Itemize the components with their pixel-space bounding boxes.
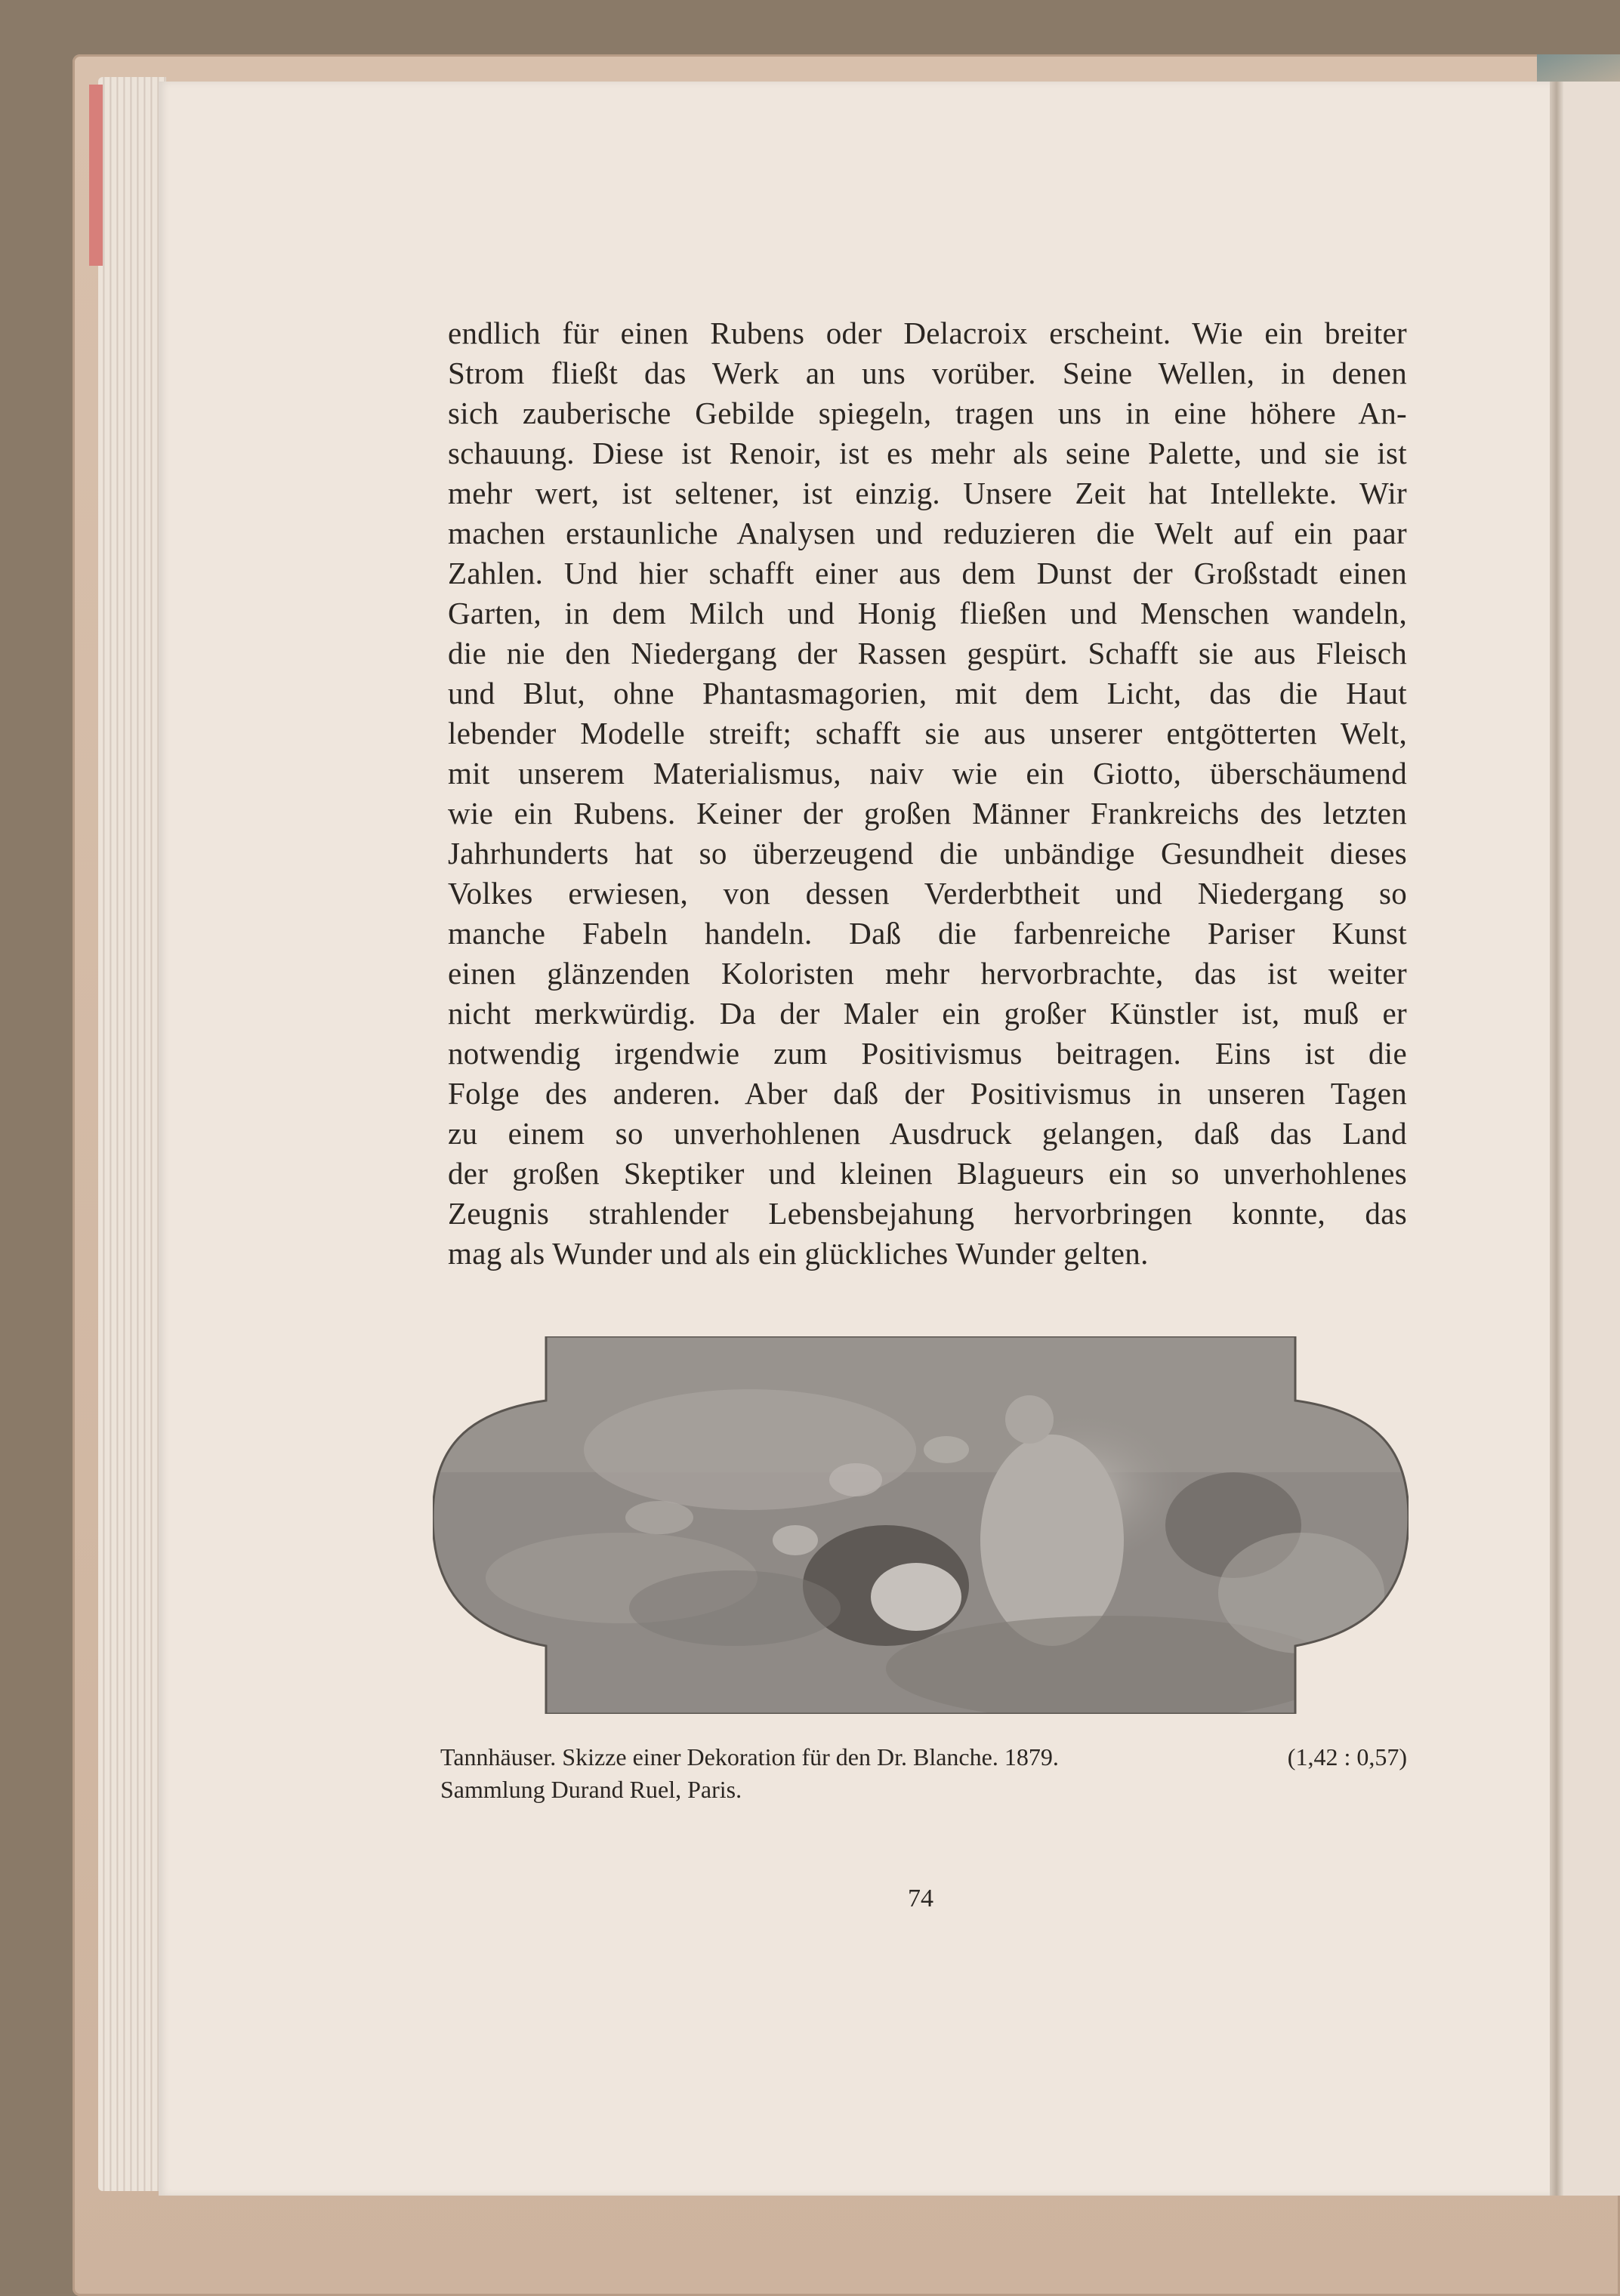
text-line: der großen Skeptiker und kleinen Blagueurs ein so unverhohlenes: [448, 1156, 1407, 1191]
page-number: 74: [908, 1885, 933, 1912]
caption-title: Tannhäuser. Skizze einer Dekoration für den Dr. Blanche. 1879.: [440, 1743, 1059, 1771]
text-line: Garten, in dem Milch und Honig fließen und Menschen wandeln,: [448, 596, 1407, 630]
text-line: machen erstaunliche Analysen und reduzieren die Welt auf ein paar: [448, 516, 1407, 550]
text-line: einen glänzenden Koloristen mehr hervorbrachte, das ist weiter: [448, 956, 1407, 991]
text-line: Jahrhunderts hat so überzeugend die unbändige Gesundheit dieses: [448, 836, 1407, 871]
text-line: Zeugnis strahlender Lebensbejahung hervorbringen konnte, das: [448, 1196, 1407, 1231]
text-line: lebender Modelle streift; schafft sie aus unserer entgötterten Welt,: [448, 716, 1407, 750]
text-line: manche Fabeln handeln. Daß die farbenreiche Pariser Kunst: [448, 916, 1407, 951]
text-line: Zahlen. Und hier schafft einer aus dem Dunst der Großstadt einen: [448, 556, 1407, 590]
text-line: wie ein Rubens. Keiner der großen Männer Frankreichs des letzten: [448, 796, 1407, 831]
red-ribbon-edge: [89, 85, 103, 266]
page-gutter: [1550, 82, 1563, 2196]
text-line: mag als Wunder und als ein glückliches Wunder gelten.: [448, 1236, 1149, 1271]
painting-illustration: [433, 1336, 1409, 1714]
text-line: die nie den Niedergang der Rassen gespürt. Schafft sie aus Fleisch: [448, 636, 1407, 670]
text-line: sich zauberische Gebilde spiegeln, tragen uns in eine höhere An-: [448, 396, 1407, 430]
text-line: endlich für einen Rubens oder Delacroix erscheint. Wie ein breiter: [448, 316, 1407, 350]
text-line: mit unserem Materialismus, naiv wie ein Giotto, überschäumend: [448, 756, 1407, 791]
text-line: zu einem so unverhohlenen Ausdruck gelangen, daß das Land: [448, 1116, 1407, 1151]
body-text: [448, 313, 1407, 1274]
text-line: schauung. Diese ist Renoir, ist es mehr als seine Palette, und sie ist: [448, 436, 1407, 470]
caption-dimensions: (1,42 : 0,57): [1287, 1743, 1407, 1771]
text-line: Volkes erwiesen, von dessen Verderbtheit und Niedergang so: [448, 876, 1407, 911]
text-line: Strom fließt das Werk an uns vorüber. Seine Wellen, in denen: [448, 356, 1407, 390]
facing-page-edge: [1563, 82, 1620, 2196]
caption-line: [440, 1741, 1407, 1774]
figure-caption: [440, 1741, 1407, 1806]
caption-collection: Sammlung Durand Ruel, Paris.: [440, 1776, 742, 1803]
page-edges: [98, 77, 166, 2191]
text-line: mehr wert, ist seltener, ist einzig. Unsere Zeit hat Intellekte. Wir: [448, 476, 1407, 510]
text-line: nicht merkwürdig. Da der Maler ein großer Künstler ist, muß er: [448, 996, 1407, 1031]
text-line: Folge des anderen. Aber daß der Positivismus in unseren Tagen: [448, 1076, 1407, 1111]
text-line: und Blut, ohne Phantasmagorien, mit dem Licht, das die Haut: [448, 676, 1407, 710]
text-line: notwendig irgendwie zum Positivismus beitragen. Eins ist die: [448, 1036, 1407, 1071]
